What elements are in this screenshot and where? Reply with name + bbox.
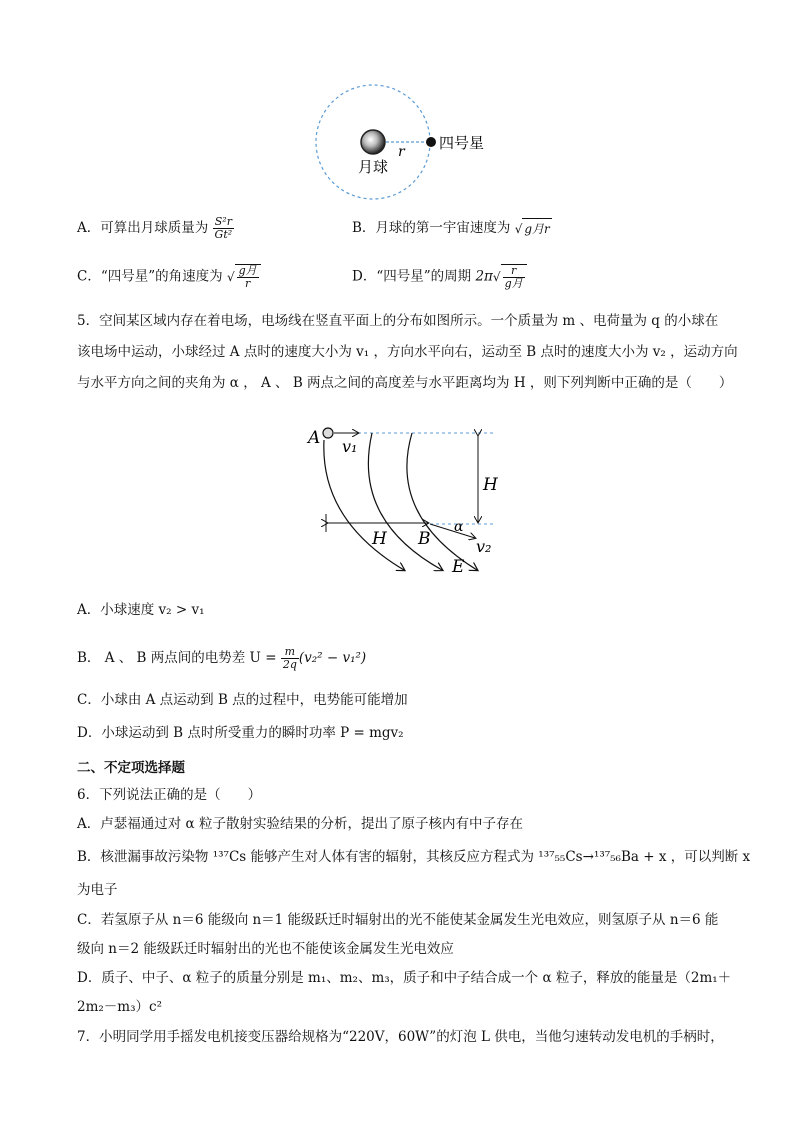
- moon-icon: [361, 130, 385, 154]
- q6-option-b-line2: 为电子: [77, 882, 118, 898]
- electric-field-figure: [300, 420, 520, 585]
- section-heading: 二、不定项选择题: [77, 760, 185, 776]
- q5-stem-line2: 该电场中运动，小球经过 A 点时的速度大小为 v₁ ，方向水平向右，运动至 B 点时的速度大小为 v₂ ，运动方向: [77, 344, 738, 360]
- q4-option-c: C．“四号星”的角速度为 √ $\frac{\text{g月}}{r}$: [77, 264, 261, 290]
- label-v2: v₂: [476, 537, 492, 556]
- q5-option-a: A．小球速度 v₂ > v₁: [77, 602, 205, 618]
- label-e: E: [452, 557, 465, 577]
- radius-label: r: [398, 144, 405, 160]
- q5-option-d: D．小球运动到 B 点时所受重力的瞬时功率 P = mgv₂: [77, 725, 404, 741]
- q6-option-a: A．卢瑟福通过对 α 粒子散射实验结果的分析，提出了原子核内有中子存在: [77, 816, 523, 832]
- q6-option-c-line2: 级向 n＝2 能级跃迁时辐射出的光也不能使该金属发生光电效应: [77, 941, 454, 957]
- q6-stem: 6．下列说法正确的是（ ）: [77, 787, 262, 803]
- satellite-label: 四号星: [439, 134, 485, 152]
- q6-option-d-line1: D．质子、中子、α 粒子的质量分别是 m₁、m₂、m₃，质子和中子结合成一个 α 粒子，释放的能量是（2m₁＋: [77, 970, 732, 986]
- moon-orbit-figure: [300, 80, 500, 210]
- field-line-2: [368, 433, 442, 570]
- q6-option-c-line1: C．若氢原子从 n＝6 能级向 n＝1 能级跃迁时辐射出的光不能使某金属发生光电效应，则氢原子从 n＝6 能: [77, 912, 719, 928]
- q5-option-c: C．小球由 A 点运动到 B 点的过程中，电势能可能增加: [77, 692, 408, 708]
- satellite-dot: [426, 137, 436, 147]
- field-line-1: [324, 440, 404, 570]
- q4-option-a: A．可算出月球质量为 $\frac{\text{S²r}}{\text{Gt²}}$: [77, 215, 233, 241]
- label-alpha: α: [454, 519, 464, 535]
- q4-option-d: D．“四号星”的周期 2π√ $\frac{r}{\text{g月}}$: [352, 264, 527, 290]
- label-a: A: [308, 428, 321, 448]
- q5-stem-line3: 与水平方向之间的夹角为 α ， A 、 B 两点之间的高度差与水平距离均为 H ，则下列判断中正确的是（ ）: [77, 375, 733, 391]
- label-h-right: H: [483, 475, 498, 495]
- q5-stem-line1: 5．空间某区域内存在着电场，电场线在竖直平面上的分布如图所示。一个质量为 m 、电荷量为 q 的小球在: [77, 313, 719, 329]
- q7-stem-line1: 7．小明同学用手摇发电机接变压器给规格为“220V，60W”的灯泡 L 供电，当他匀速转动发电机的手柄时，: [77, 1029, 724, 1045]
- q6-option-d-line2: 2m₂－m₃）c²: [77, 999, 162, 1015]
- v2-arrow: [430, 524, 475, 538]
- q6-option-b-line1: B．核泄漏事故污染物 ¹³⁷Cs 能够产生对人体有害的辐射，其核反应方程式为 ¹³⁷₅₅Cs→¹³⁷₅₆Ba + x ，可以判断 x: [77, 849, 751, 865]
- q5-option-b: B． A 、 B 两点间的电势差 U = $\frac{m}{2q}$ (v₂² − v₁²): [77, 645, 367, 671]
- q4-option-b: B．月球的第一宇宙速度为 √ g月r: [352, 218, 552, 239]
- label-h-bottom: H: [372, 529, 387, 549]
- label-b: B: [418, 529, 431, 549]
- moon-label: 月球: [358, 158, 389, 176]
- field-line-3: [407, 433, 477, 570]
- label-v1: v₁: [342, 437, 358, 456]
- ball-a: [323, 428, 333, 438]
